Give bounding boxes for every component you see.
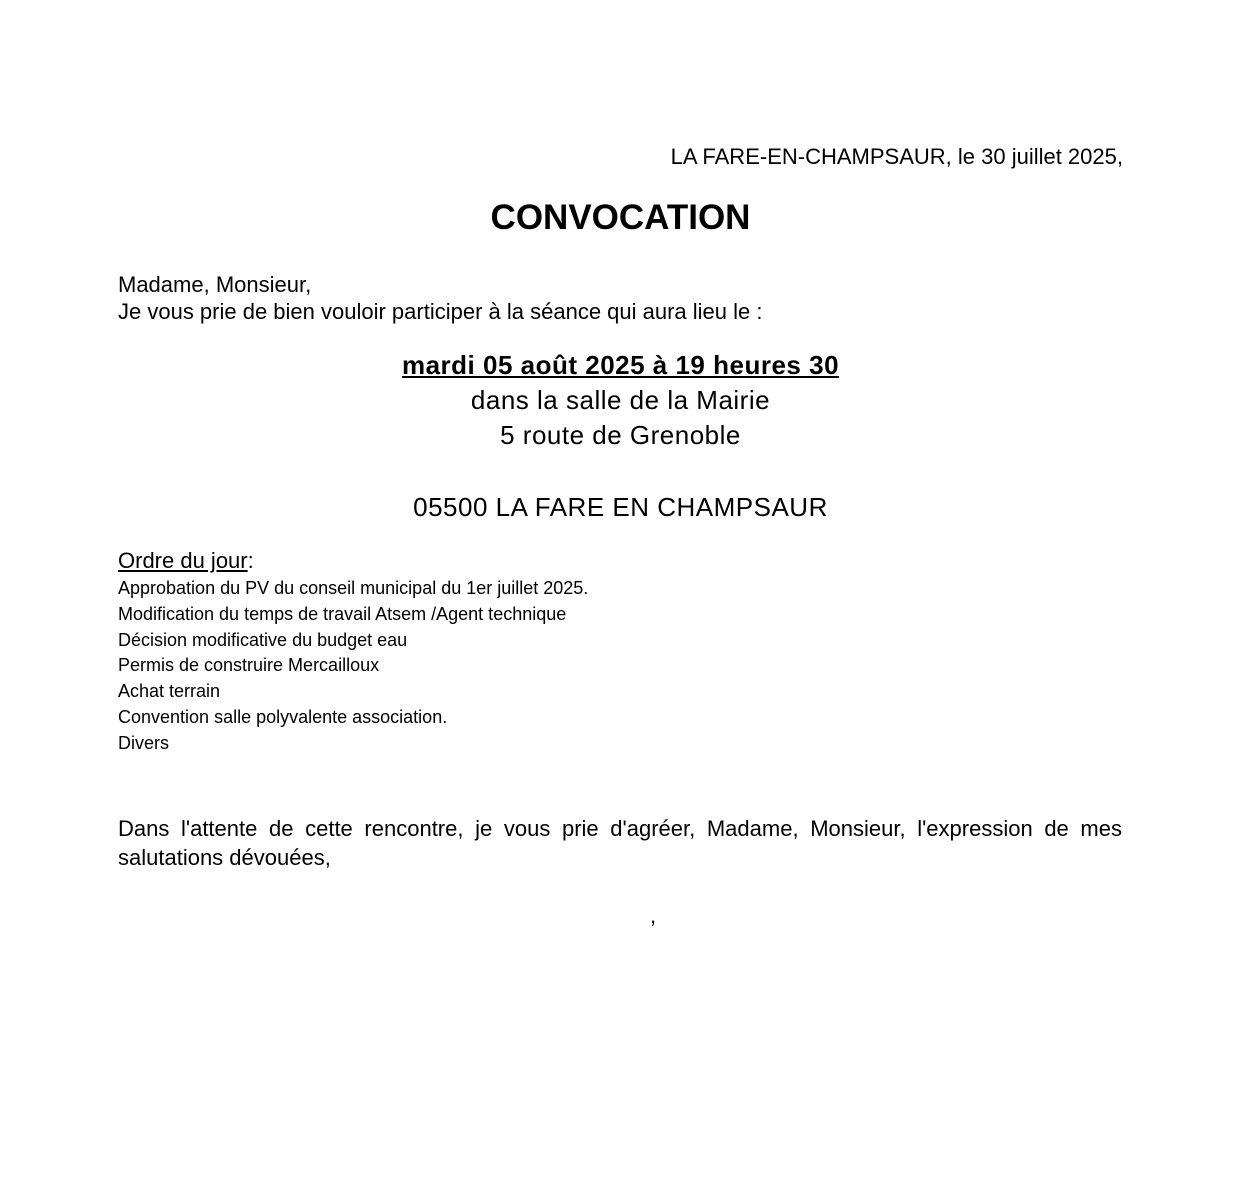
document-title: CONVOCATION [490,198,751,237]
meeting-room: dans la salle de la Mairie [470,385,771,415]
agenda-section [118,546,588,757]
signature-mark: , [650,903,657,928]
salutation: Madame, Monsieur, [118,272,312,297]
closing-paragraph: Dans l'attente de cette rencontre, je vous prie d'agréer, Madame, Monsieur, l'expression de mes salutations dévouées, [118,816,1122,870]
meeting-street: 5 route de Grenoble [500,420,741,450]
greeting-block [118,271,763,325]
agenda-heading-suffix: : [247,548,254,573]
agenda-item: Divers [118,732,170,753]
agenda-item: Permis de construire Mercailloux [118,655,380,676]
agenda-heading [118,546,588,576]
meeting-postal-city: 05500 LA FARE EN CHAMPSAUR [413,492,828,522]
meeting-datetime: mardi 05 août 2025 à 19 heures 30 [401,350,840,380]
place-date-line: LA FARE-EN-CHAMPSAUR, le 30 juillet 2025, [670,144,1123,169]
agenda-heading-text: Ordre du jour [118,548,248,573]
agenda-item: Décision modificative du budget eau [118,629,408,650]
agenda-item: Modification du temps de travail Atsem /Agent technique [118,603,567,624]
invitation-text: Je vous prie de bien vouloir participer à la séance qui aura lieu le : [118,299,763,324]
agenda-item: Convention salle polyvalente association. [118,706,448,727]
agenda-item: Achat terrain [118,681,221,702]
meeting-details [0,348,1241,453]
agenda-item: Approbation du PV du conseil municipal du 1er juillet 2025. [118,578,589,598]
agenda-list [118,576,588,757]
